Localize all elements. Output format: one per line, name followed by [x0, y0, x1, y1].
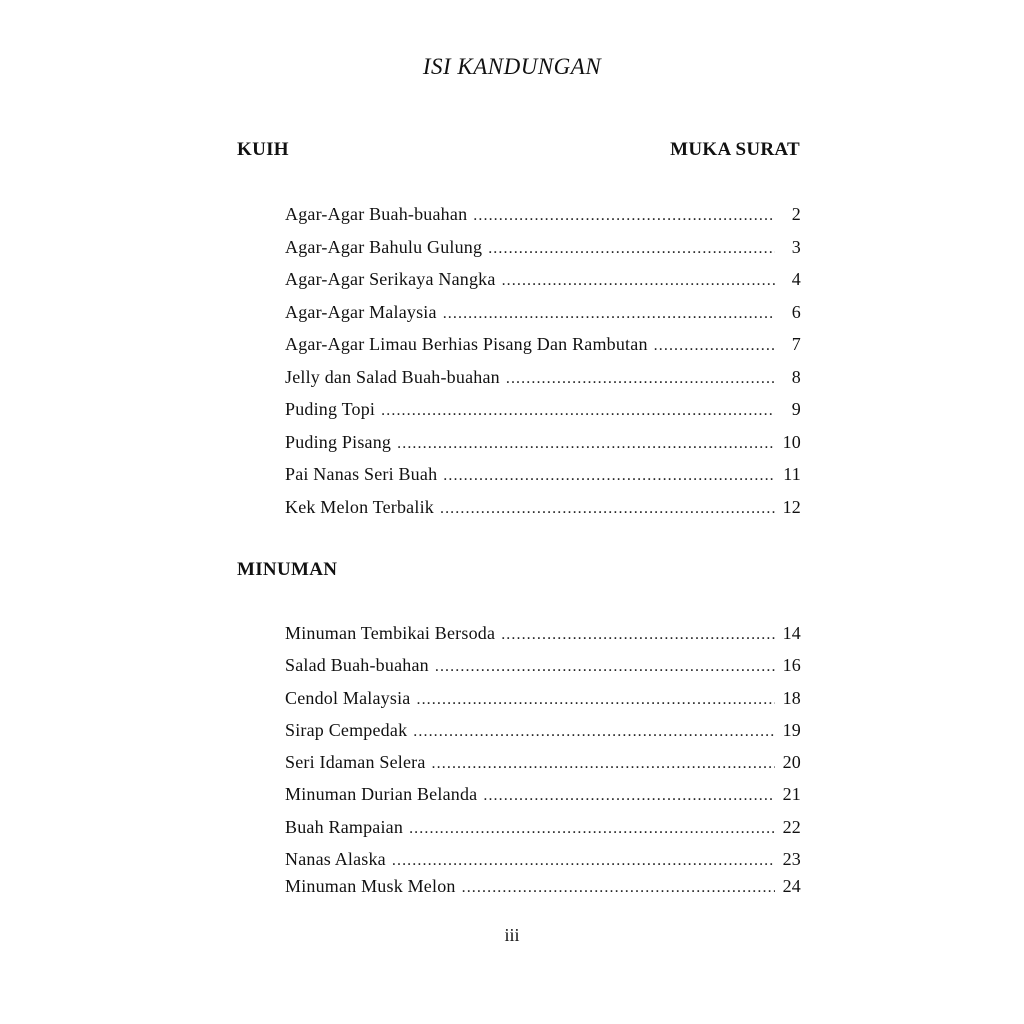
toc-entry-label: Agar-Agar Malaysia — [285, 301, 437, 322]
toc-entry-label: Jelly dan Salad Buah-buahan — [285, 366, 500, 387]
toc-entry-page: 6 — [791, 301, 801, 322]
toc-entry — [285, 874, 801, 906]
toc-entry-page: 7 — [791, 334, 801, 354]
dot-leader — [397, 432, 775, 456]
section-heading-minuman: MINUMAN — [237, 559, 338, 580]
dot-leader — [654, 334, 775, 358]
dot-leader — [432, 752, 775, 776]
toc-entry-page: 23 — [782, 849, 801, 870]
toc-entry-label: Minuman Musk Melon — [285, 876, 456, 897]
toc-list-minuman — [285, 621, 801, 906]
toc-entry-page: 3 — [791, 236, 801, 257]
toc-entry-page: 21 — [782, 784, 801, 805]
toc-entry — [285, 782, 801, 814]
dot-leader — [473, 204, 775, 228]
dot-leader — [435, 655, 775, 679]
toc-entry-page: 9 — [791, 399, 801, 419]
toc-entry-label: Pai Nanas Seri Buah — [285, 464, 438, 484]
toc-list-kuih — [285, 202, 801, 527]
toc-entry-page: 4 — [791, 269, 801, 289]
toc-entry-page: 18 — [782, 687, 801, 708]
dot-leader — [381, 399, 775, 423]
dot-leader — [392, 849, 775, 873]
toc-entry-label: Agar-Agar Serikaya Nangka — [285, 269, 496, 289]
toc-entry — [285, 332, 801, 365]
toc-entry-label: Cendol Malaysia — [285, 687, 411, 708]
dot-leader — [462, 876, 775, 900]
toc-entry — [285, 235, 801, 268]
dot-leader — [483, 784, 775, 808]
dot-leader — [488, 237, 775, 261]
dot-leader — [502, 269, 775, 293]
dot-leader — [416, 688, 775, 712]
section-heading-kuih: KUIH — [237, 139, 289, 160]
toc-entry — [285, 621, 801, 653]
page-number: iii — [504, 925, 520, 945]
toc-entry-page: 2 — [791, 204, 801, 224]
toc-entry — [285, 267, 801, 300]
dot-leader — [506, 367, 775, 391]
toc-entry-label: Agar-Agar Limau Berhias Pisang Dan Rambutan — [285, 334, 648, 354]
toc-entry-page: 14 — [782, 623, 801, 643]
dot-leader — [501, 623, 775, 647]
dot-leader — [443, 302, 775, 326]
toc-entry-label: Buah Rampaian — [285, 816, 404, 837]
toc-entry-page: 8 — [791, 366, 801, 387]
dot-leader — [409, 817, 775, 841]
toc-entry-label: Kek Melon Terbalik — [285, 496, 434, 517]
toc-entry — [285, 397, 801, 430]
toc-entry — [285, 462, 801, 495]
toc-entry — [285, 815, 801, 847]
toc-entry — [285, 495, 801, 528]
dot-leader — [413, 720, 775, 744]
toc-entry-label: Agar-Agar Bahulu Gulung — [285, 236, 483, 257]
toc-entry — [285, 365, 801, 398]
toc-entry-label: Agar-Agar Buah-buahan — [285, 204, 468, 224]
page-title: ISI KANDUNGAN — [422, 54, 602, 79]
toc-entry-label: Puding Pisang — [285, 431, 392, 452]
toc-entry-page: 24 — [782, 876, 801, 897]
toc-entry-label: Minuman Tembikai Bersoda — [285, 623, 496, 643]
toc-entry-page: 20 — [782, 752, 801, 773]
toc-entry — [285, 686, 801, 718]
dot-leader — [440, 497, 775, 521]
toc-entry-label: Sirap Cempedak — [285, 719, 408, 740]
toc-entry-label: Minuman Durian Belanda — [285, 784, 478, 805]
toc-entry-label: Seri Idaman Selera — [285, 752, 426, 773]
toc-entry-page: 11 — [783, 464, 801, 484]
toc-entry-label: Salad Buah-buahan — [285, 655, 429, 676]
toc-entry-page: 16 — [782, 655, 801, 676]
toc-entry-label: Nanas Alaska — [285, 849, 386, 870]
toc-entry — [285, 300, 801, 333]
toc-entry-page: 19 — [782, 719, 801, 740]
toc-entry — [285, 653, 801, 685]
toc-entry-label: Puding Topi — [285, 399, 376, 419]
toc-entry-page: 22 — [782, 816, 801, 837]
toc-entry — [285, 718, 801, 750]
toc-entry — [285, 750, 801, 782]
toc-entry — [285, 847, 801, 874]
toc-entry — [285, 202, 801, 235]
page-column-heading: MUKA SURAT — [670, 139, 800, 160]
toc-entry-page: 12 — [782, 496, 801, 517]
toc-entry — [285, 430, 801, 463]
toc-entry-page: 10 — [782, 431, 801, 452]
dot-leader — [443, 464, 775, 488]
